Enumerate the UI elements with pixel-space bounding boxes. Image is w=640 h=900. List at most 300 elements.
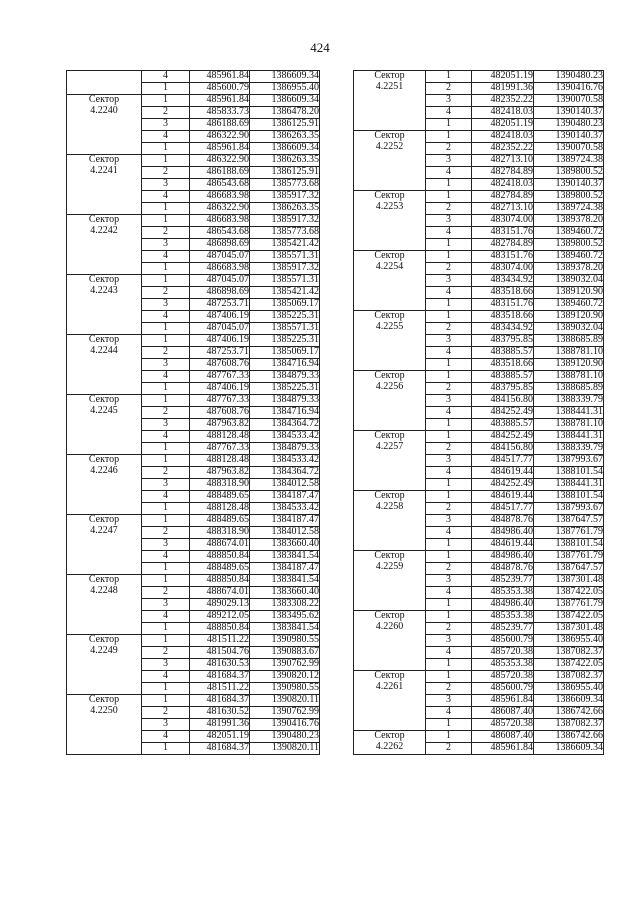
y-coordinate: 1388781.10: [534, 371, 604, 383]
y-coordinate: 1390820.11: [250, 695, 320, 707]
y-coordinate: 1387422.05: [534, 587, 604, 599]
x-coordinate: 482713.10: [472, 155, 534, 167]
y-coordinate: 1386955.40: [534, 683, 604, 695]
y-coordinate: 1390140.37: [534, 107, 604, 119]
table-row: [67, 215, 320, 227]
x-coordinate: 484619.44: [472, 491, 534, 503]
y-coordinate: 1385571.31: [250, 323, 320, 335]
x-coordinate: 488850.84: [190, 623, 250, 635]
point-number: 1: [426, 299, 472, 311]
point-number: 1: [426, 71, 472, 83]
sector-label: [67, 95, 142, 155]
sector-label: [67, 395, 142, 455]
x-coordinate: 483074.00: [472, 215, 534, 227]
y-coordinate: 1384879.33: [250, 443, 320, 455]
point-number: 1: [426, 431, 472, 443]
point-number: 1: [426, 359, 472, 371]
point-number: 3: [142, 359, 190, 371]
x-coordinate: 485720.38: [472, 647, 534, 659]
point-number: 4: [142, 131, 190, 143]
y-coordinate: 1388441.31: [534, 431, 604, 443]
x-coordinate: 486188.69: [190, 167, 250, 179]
y-coordinate: 1384716.94: [250, 407, 320, 419]
x-coordinate: 483518.66: [472, 287, 534, 299]
y-coordinate: 1389800.52: [534, 167, 604, 179]
table-row: [354, 431, 604, 443]
x-coordinate: 484986.40: [472, 527, 534, 539]
y-coordinate: 1390883.67: [250, 647, 320, 659]
y-coordinate: 1386125.91: [250, 119, 320, 131]
x-coordinate: 483885.57: [472, 371, 534, 383]
point-number: 4: [142, 551, 190, 563]
sector-word: Сектор: [374, 310, 405, 321]
sector-word: Сектор: [88, 574, 120, 585]
x-coordinate: 483151.76: [472, 299, 534, 311]
x-coordinate: 488128.48: [190, 431, 250, 443]
x-coordinate: 487045.07: [190, 251, 250, 263]
x-coordinate: 485600.79: [472, 683, 534, 695]
x-coordinate: 484986.40: [472, 551, 534, 563]
x-coordinate: 487253.71: [190, 347, 250, 359]
y-coordinate: 1383495.62: [250, 611, 320, 623]
x-coordinate: 487767.33: [190, 443, 250, 455]
x-coordinate: 485720.38: [472, 719, 534, 731]
y-coordinate: 1388685.89: [534, 335, 604, 347]
y-coordinate: 1386263.35: [250, 131, 320, 143]
point-number: 1: [426, 491, 472, 503]
x-coordinate: 484517.77: [472, 455, 534, 467]
point-number: 3: [426, 335, 472, 347]
coordinates-table-right: [353, 70, 604, 755]
point-number: 3: [426, 455, 472, 467]
point-number: 3: [142, 719, 190, 731]
point-number: 1: [142, 395, 190, 407]
x-coordinate: 485961.84: [190, 71, 250, 83]
y-coordinate: 1390070.58: [534, 143, 604, 155]
table-row: [67, 635, 320, 647]
point-number: 3: [142, 539, 190, 551]
table-row: [354, 671, 604, 683]
y-coordinate: 1386609.34: [250, 143, 320, 155]
point-number: 2: [142, 587, 190, 599]
point-number: 2: [142, 347, 190, 359]
point-number: 1: [426, 251, 472, 263]
point-number: 1: [426, 599, 472, 611]
y-coordinate: 1388101.54: [534, 539, 604, 551]
x-coordinate: 482418.03: [472, 179, 534, 191]
point-number: 2: [426, 743, 472, 755]
sector-number: 4.2242: [90, 224, 118, 236]
point-number: 3: [142, 659, 190, 671]
sector-word: Сектор: [374, 550, 405, 561]
point-number: 4: [426, 347, 472, 359]
y-coordinate: 1386609.34: [250, 95, 320, 107]
x-coordinate: 488318.90: [190, 479, 250, 491]
x-coordinate: 487963.82: [190, 419, 250, 431]
point-number: 3: [426, 95, 472, 107]
sector-label: [354, 71, 426, 131]
point-number: 4: [142, 251, 190, 263]
x-coordinate: 487406.19: [190, 335, 250, 347]
y-coordinate: 1388781.10: [534, 419, 604, 431]
point-number: 1: [426, 539, 472, 551]
point-number: 3: [142, 179, 190, 191]
y-coordinate: 1385225.31: [250, 335, 320, 347]
y-coordinate: 1389378.20: [534, 215, 604, 227]
x-coordinate: 484252.49: [472, 479, 534, 491]
y-coordinate: 1389460.72: [534, 299, 604, 311]
point-number: 1: [142, 215, 190, 227]
point-number: 4: [142, 491, 190, 503]
point-number: 2: [426, 683, 472, 695]
sector-number: 4.2258: [375, 500, 404, 512]
y-coordinate: 1387301.48: [534, 623, 604, 635]
x-coordinate: 486898.69: [190, 239, 250, 251]
y-coordinate: 1388441.31: [534, 479, 604, 491]
point-number: 4: [426, 587, 472, 599]
y-coordinate: 1384364.72: [250, 467, 320, 479]
x-coordinate: 488674.01: [190, 587, 250, 599]
x-coordinate: 486683.98: [190, 263, 250, 275]
y-coordinate: 1386742.66: [534, 731, 604, 743]
y-coordinate: 1387761.79: [534, 551, 604, 563]
y-coordinate: 1383841.54: [250, 551, 320, 563]
y-coordinate: 1388685.89: [534, 383, 604, 395]
x-coordinate: 483434.92: [472, 275, 534, 287]
y-coordinate: 1387993.67: [534, 455, 604, 467]
x-coordinate: 485353.38: [472, 659, 534, 671]
y-coordinate: 1387647.57: [534, 563, 604, 575]
point-number: 1: [426, 239, 472, 251]
x-coordinate: 481684.37: [190, 743, 250, 755]
x-coordinate: 481630.52: [190, 707, 250, 719]
table-row: [354, 551, 604, 563]
x-coordinate: 482418.03: [472, 107, 534, 119]
table-row: [354, 311, 604, 323]
point-number: 1: [426, 611, 472, 623]
point-number: 3: [142, 419, 190, 431]
x-coordinate: 484619.44: [472, 539, 534, 551]
y-coordinate: 1385917.32: [250, 215, 320, 227]
y-coordinate: 1384716.94: [250, 359, 320, 371]
x-coordinate: 484156.80: [472, 395, 534, 407]
point-number: 1: [426, 179, 472, 191]
table-row: [354, 71, 604, 83]
y-coordinate: 1385421.42: [250, 287, 320, 299]
x-coordinate: 483518.66: [472, 359, 534, 371]
y-coordinate: 1384187.47: [250, 563, 320, 575]
x-coordinate: 487608.76: [190, 407, 250, 419]
sector-number: 4.2259: [375, 560, 404, 572]
x-coordinate: 489212.05: [190, 611, 250, 623]
x-coordinate: 484619.44: [472, 467, 534, 479]
x-coordinate: 484878.76: [472, 563, 534, 575]
y-coordinate: 1389120.90: [534, 359, 604, 371]
point-number: 1: [142, 143, 190, 155]
sector-number: 4.2250: [90, 704, 118, 716]
y-coordinate: 1385917.32: [250, 263, 320, 275]
y-coordinate: 1386955.40: [250, 83, 320, 95]
sector-word: Сектор: [88, 94, 120, 105]
x-coordinate: 482352.22: [472, 95, 534, 107]
point-number: 3: [426, 395, 472, 407]
x-coordinate: 482784.89: [472, 167, 534, 179]
point-number: 2: [142, 167, 190, 179]
sector-number: 4.2248: [90, 584, 118, 596]
y-coordinate: 1387647.57: [534, 515, 604, 527]
point-number: 2: [426, 203, 472, 215]
sector-label: [354, 551, 426, 611]
sector-label: [354, 611, 426, 671]
point-number: 4: [426, 407, 472, 419]
y-coordinate: 1389120.90: [534, 287, 604, 299]
sector-label: [354, 731, 426, 755]
y-coordinate: 1384533.42: [250, 431, 320, 443]
x-coordinate: 485961.84: [472, 743, 534, 755]
x-coordinate: 481630.53: [190, 659, 250, 671]
point-number: 1: [426, 119, 472, 131]
y-coordinate: 1386125.91: [250, 167, 320, 179]
point-number: 4: [426, 527, 472, 539]
sector-number: 4.2244: [90, 344, 118, 356]
y-coordinate: 1387761.79: [534, 599, 604, 611]
point-number: 1: [142, 695, 190, 707]
table-row: [354, 731, 604, 743]
sector-number: 4.2255: [375, 320, 404, 332]
x-coordinate: 486322.90: [190, 131, 250, 143]
x-coordinate: 487253.71: [190, 299, 250, 311]
x-coordinate: 481991.36: [472, 83, 534, 95]
y-coordinate: 1386742.66: [534, 707, 604, 719]
sector-number: 4.2241: [90, 164, 118, 176]
x-coordinate: 486188.69: [190, 119, 250, 131]
y-coordinate: 1389378.20: [534, 263, 604, 275]
sector-number: 4.2260: [375, 620, 404, 632]
point-number: 2: [426, 83, 472, 95]
x-coordinate: 484517.77: [472, 503, 534, 515]
table-row: [67, 575, 320, 587]
y-coordinate: 1383841.54: [250, 623, 320, 635]
point-number: 1: [142, 275, 190, 287]
y-coordinate: 1385069.17: [250, 299, 320, 311]
sector-word: Сектор: [374, 430, 405, 441]
sector-number: 4.2253: [375, 200, 404, 212]
sector-word: Сектор: [374, 70, 405, 81]
x-coordinate: 484252.49: [472, 407, 534, 419]
y-coordinate: 1390140.37: [534, 179, 604, 191]
y-coordinate: 1383841.54: [250, 575, 320, 587]
point-number: 4: [142, 311, 190, 323]
y-coordinate: 1385069.17: [250, 347, 320, 359]
x-coordinate: 482784.89: [472, 239, 534, 251]
sector-label: [354, 131, 426, 191]
y-coordinate: 1387082.37: [534, 671, 604, 683]
sector-word: Сектор: [88, 334, 120, 345]
table-row: [354, 131, 604, 143]
point-number: 3: [426, 275, 472, 287]
y-coordinate: 1383308.22: [250, 599, 320, 611]
point-number: 4: [142, 671, 190, 683]
x-coordinate: 483151.76: [472, 251, 534, 263]
sector-label: [354, 311, 426, 371]
point-number: 2: [426, 383, 472, 395]
x-coordinate: 483885.57: [472, 419, 534, 431]
y-coordinate: 1388441.31: [534, 407, 604, 419]
y-coordinate: 1387993.67: [534, 503, 604, 515]
y-coordinate: 1390820.11: [250, 743, 320, 755]
y-coordinate: 1389724.38: [534, 155, 604, 167]
x-coordinate: 485833.73: [190, 107, 250, 119]
point-number: 2: [142, 227, 190, 239]
x-coordinate: 483074.00: [472, 263, 534, 275]
table-row: [67, 455, 320, 467]
point-number: 3: [142, 119, 190, 131]
point-number: 2: [142, 407, 190, 419]
point-number: 1: [426, 311, 472, 323]
sector-label: [67, 635, 142, 695]
point-number: 1: [426, 731, 472, 743]
y-coordinate: 1386478.20: [250, 107, 320, 119]
point-number: 4: [426, 467, 472, 479]
table-row: [67, 695, 320, 707]
table-row: [67, 155, 320, 167]
x-coordinate: 487045.07: [190, 275, 250, 287]
y-coordinate: 1390762.99: [250, 707, 320, 719]
y-coordinate: 1389460.72: [534, 227, 604, 239]
x-coordinate: 485239.77: [472, 575, 534, 587]
x-coordinate: 484878.76: [472, 515, 534, 527]
y-coordinate: 1390070.58: [534, 95, 604, 107]
sector-word: Сектор: [374, 490, 405, 501]
y-coordinate: 1390820.12: [250, 671, 320, 683]
y-coordinate: 1387082.37: [534, 719, 604, 731]
x-coordinate: 485353.38: [472, 587, 534, 599]
point-number: 3: [142, 599, 190, 611]
sector-number: 4.2252: [375, 140, 404, 152]
x-coordinate: 486322.90: [190, 203, 250, 215]
y-coordinate: 1390416.76: [534, 83, 604, 95]
point-number: 3: [142, 239, 190, 251]
x-coordinate: 483434.92: [472, 323, 534, 335]
y-coordinate: 1389800.52: [534, 191, 604, 203]
point-number: 2: [142, 527, 190, 539]
x-coordinate: 481511.22: [190, 635, 250, 647]
point-number: 4: [426, 167, 472, 179]
point-number: 3: [426, 635, 472, 647]
sector-word: Сектор: [374, 250, 405, 261]
x-coordinate: 485961.84: [190, 95, 250, 107]
point-number: 1: [142, 155, 190, 167]
point-number: 4: [426, 647, 472, 659]
point-number: 3: [426, 575, 472, 587]
sector-label: [67, 335, 142, 395]
sector-word: Сектор: [88, 694, 120, 705]
y-coordinate: 1387082.37: [534, 647, 604, 659]
sector-label: [354, 251, 426, 311]
x-coordinate: 488128.48: [190, 455, 250, 467]
x-coordinate: 488850.84: [190, 575, 250, 587]
point-number: 1: [426, 719, 472, 731]
point-number: 1: [426, 551, 472, 563]
y-coordinate: 1388339.79: [534, 443, 604, 455]
sector-label: [67, 515, 142, 575]
x-coordinate: 482784.89: [472, 191, 534, 203]
y-coordinate: 1390480.23: [250, 731, 320, 743]
y-coordinate: 1385571.31: [250, 275, 320, 287]
point-number: 3: [426, 215, 472, 227]
x-coordinate: 485239.77: [472, 623, 534, 635]
y-coordinate: 1384879.33: [250, 395, 320, 407]
y-coordinate: 1386955.40: [534, 635, 604, 647]
x-coordinate: 484156.80: [472, 443, 534, 455]
sector-word: Сектор: [374, 730, 405, 741]
y-coordinate: 1384187.47: [250, 515, 320, 527]
x-coordinate: 488489.65: [190, 491, 250, 503]
y-coordinate: 1389032.04: [534, 323, 604, 335]
y-coordinate: 1384012.58: [250, 527, 320, 539]
x-coordinate: 487406.19: [190, 311, 250, 323]
sector-word: Сектор: [88, 214, 120, 225]
y-coordinate: 1385571.31: [250, 251, 320, 263]
y-coordinate: 1387301.48: [534, 575, 604, 587]
y-coordinate: 1387422.05: [534, 659, 604, 671]
y-coordinate: 1386609.34: [534, 743, 604, 755]
point-number: 1: [142, 683, 190, 695]
y-coordinate: 1385225.31: [250, 311, 320, 323]
y-coordinate: 1387761.79: [534, 527, 604, 539]
x-coordinate: 485600.79: [472, 635, 534, 647]
y-coordinate: 1389800.52: [534, 239, 604, 251]
point-number: 2: [142, 467, 190, 479]
point-number: 1: [142, 635, 190, 647]
x-coordinate: 483795.85: [472, 335, 534, 347]
x-coordinate: 486683.98: [190, 215, 250, 227]
x-coordinate: 482352.22: [472, 143, 534, 155]
x-coordinate: 485600.79: [190, 83, 250, 95]
sector-number: 4.2245: [90, 404, 118, 416]
point-number: 2: [426, 263, 472, 275]
sector-label: [354, 671, 426, 731]
table-row: [67, 71, 320, 83]
point-number: 2: [426, 143, 472, 155]
point-number: 1: [142, 563, 190, 575]
sector-number: 4.2251: [375, 80, 404, 92]
y-coordinate: 1388101.54: [534, 491, 604, 503]
sector-label: [67, 275, 142, 335]
x-coordinate: 482051.19: [472, 71, 534, 83]
x-coordinate: 483795.85: [472, 383, 534, 395]
table-row: [354, 251, 604, 263]
point-number: 1: [426, 191, 472, 203]
y-coordinate: 1390980.55: [250, 635, 320, 647]
x-coordinate: 487045.07: [190, 323, 250, 335]
x-coordinate: 488850.84: [190, 551, 250, 563]
point-number: 4: [142, 431, 190, 443]
point-number: 2: [142, 287, 190, 299]
table-row: [67, 95, 320, 107]
y-coordinate: 1390480.23: [534, 119, 604, 131]
sector-number: 4.2262: [375, 740, 404, 752]
sector-number: 4.2254: [375, 260, 404, 272]
page-number: 424: [310, 40, 330, 55]
y-coordinate: 1387422.05: [534, 611, 604, 623]
y-coordinate: 1388101.54: [534, 467, 604, 479]
x-coordinate: 487767.33: [190, 395, 250, 407]
y-coordinate: 1390762.99: [250, 659, 320, 671]
sector-word: Сектор: [88, 154, 120, 165]
sector-number: 4.2257: [375, 440, 404, 452]
y-coordinate: 1390140.37: [534, 131, 604, 143]
